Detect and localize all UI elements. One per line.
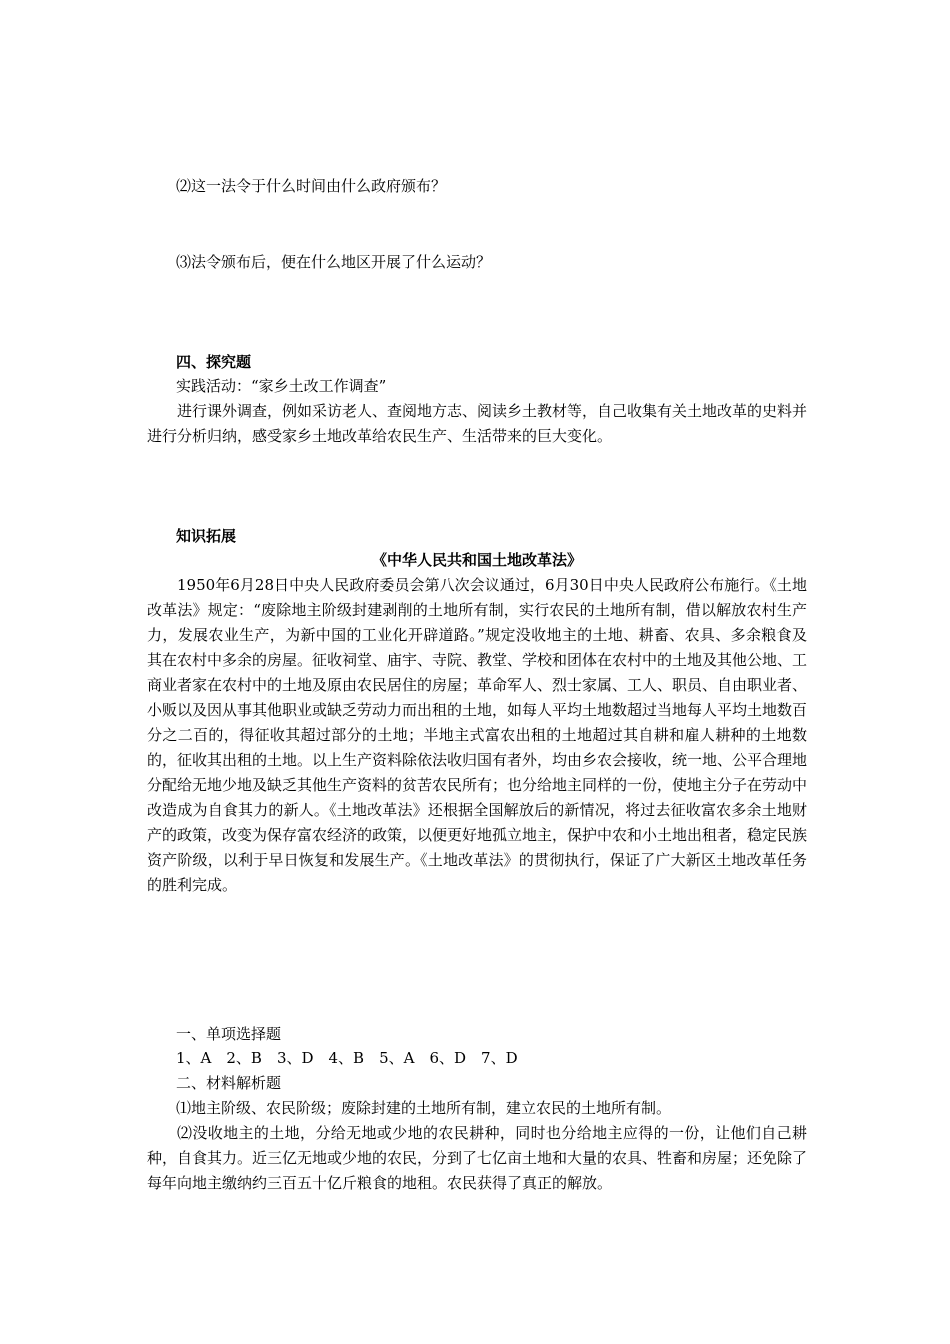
law-title: 《中华人民共和国土地改革法》 xyxy=(371,551,582,569)
question-3: ⑶法令颁布后，便在什么地区开展了什么运动？ xyxy=(176,253,492,271)
section-4-heading: 四、探究题 xyxy=(176,353,252,371)
question-2: ⑵这一法令于什么时间由什么政府颁布？ xyxy=(176,177,447,195)
answer-2: ⑵没收地主的土地，分给无地或少地的农民耕种，同时也分给地主应得的一份，让他们自己耕种，自食其力。近三亿无地或少地的农民，分到了七亿亩土地和大量的农具、牲畜和房屋；还免除了每年向地主缴纳约三百五十亿斤粮食的地租。农民获得了真正的解放。 xyxy=(147,1124,808,1192)
section-4-text: 进行课外调查，例如采访老人、查阅地方志、阅读乡土教材等，自己收集有关土地改革的史料并进行分析归纳，感受家乡土地改革给农民生产、生活带来的巨大变化。 xyxy=(147,402,808,445)
answer-section-2-heading: 二、材料解析题 xyxy=(176,1074,282,1092)
knowledge-heading: 知识拓展 xyxy=(176,527,237,545)
answer-section-1-list: 1、A 2、B 3、D 4、B 5、A 6、D 7、D xyxy=(176,1049,518,1067)
answer-1: ⑴地主阶级、农民阶级；废除封建的土地所有制，建立农民的土地所有制。 xyxy=(176,1099,672,1117)
law-body: 1950年6月28日中央人民政府委员会第八次会议通过，6月30日中央人民政府公布施行。《土地改革法》规定：“废除地主阶级封建剥削的土地所有制，实行农民的土地所有制，借以解放农村生产力，发展农业生产，为新中国的工业化开辟道路。”规定没收地主的土地、耕畜、农具、多余粮食及其在农村中多余的房屋。征收祠堂、庙宇、寺院、教堂、学校和团体在农村中的土地及其他公地、工商业者家在农村中的土地及原由农民居住的房屋；革命军人、烈士家属、工人、职员、自由职业者、小贩以及因从事其他职业或缺乏劳动力而出租的土地，如每人平均土地数超过当地每人平均土地数百分之二百的，得征收其超过部分的土地；半地主式富农出租的土地超过其自耕和雇人耕种的土地数的，征收其出租的土地。以上生产资料除依法收归国有者外，均由乡农会接收，统一地、公平合理地分配给无地少地及缺乏其他生产资料的贫苦农民所有；也分给地主同样的一份，使地主分子在劳动中改造成为自食其力的新人。《土地改革法》还根据全国解放后的新情况，将过去征收富农多余土地财产的政策，改变为保存富农经济的政策，以便更好地孤立地主，保护中农和小土地出租者，稳定民族资产阶级，以利于早日恢复和发展生产。《土地改革法》的贯彻执行，保证了广大新区土地改革任务的胜利完成。 xyxy=(147,576,808,894)
section-4-activity: 实践活动：“家乡土改工作调查” xyxy=(176,377,387,395)
answer-section-1-heading: 一、单项选择题 xyxy=(176,1025,282,1043)
